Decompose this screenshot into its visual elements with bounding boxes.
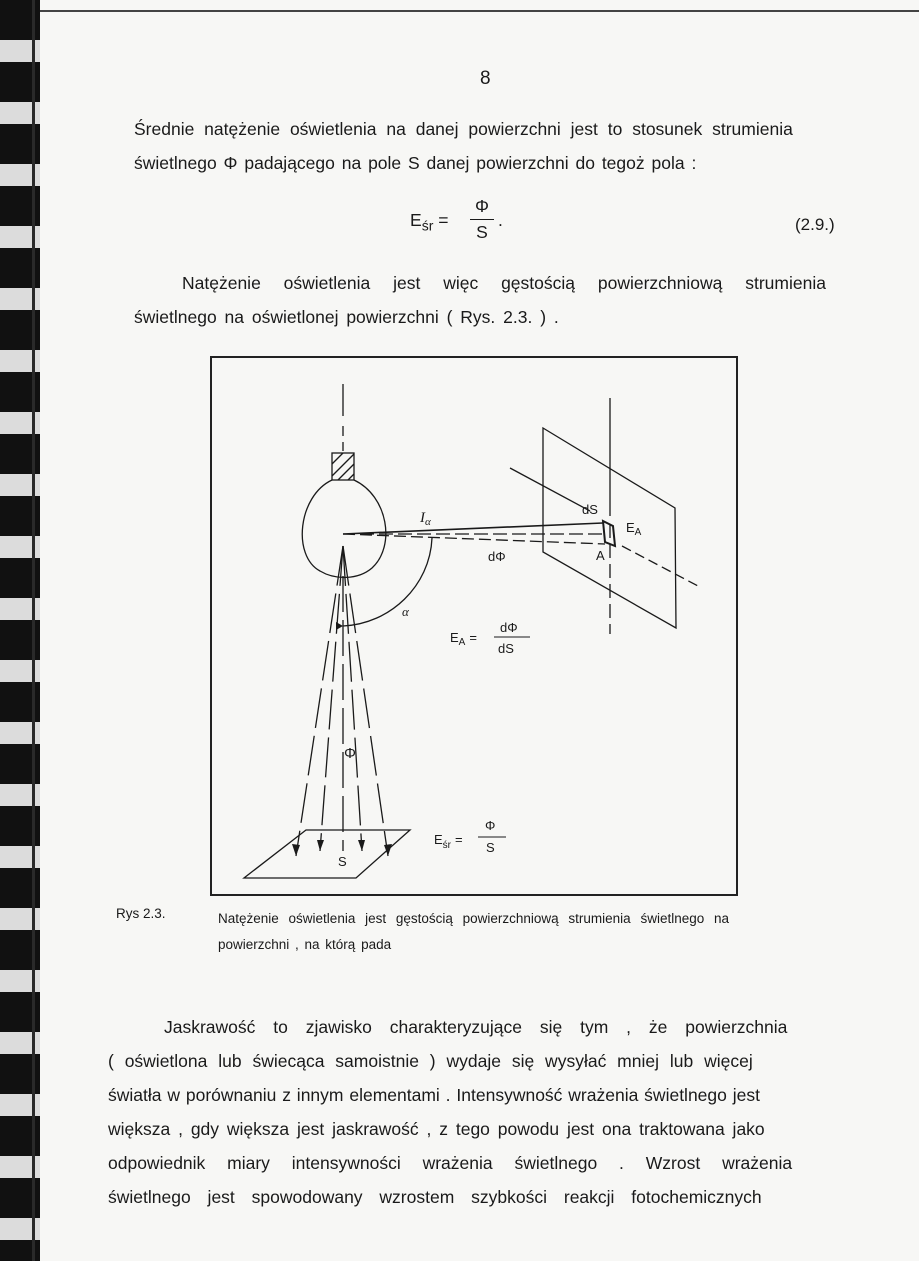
ray-lower [343,534,605,544]
svg-text:dS: dS [498,641,514,656]
label-ea: $E_A$ [626,520,642,538]
label-alpha: α [402,604,409,619]
equation-ea [450,620,530,656]
caption-line: powierzchni , na którą pada [218,937,392,952]
illumination-diagram [210,356,738,896]
paragraph-1-line: Średnie natężenie oświetlenia na danej powierzchni jest to stosunek strumienia [134,119,793,139]
cone-right-outer [343,546,388,856]
svg-text:EA=: $E_A$ = [450,630,477,648]
paragraph-2-line: świetlnego na oświetlonej powierzchni ( Rys. 2.3. ) . [134,307,559,327]
paragraph-3 [108,1010,828,1214]
caption-line: Natężenie oświetlenia jest gęstością powierzchniową strumienia świetlnego na [218,911,729,926]
cone-right-inner [343,546,362,851]
formula-fraction [470,196,494,243]
label-point-a: A [596,548,605,563]
paragraph-3-line: Jaskrawość to zjawisko charakteryzujące się tym , że powierzchnia [164,1017,788,1037]
paragraph-1-line: świetlnego Φ padającego na pole S danej powierzchni do tegoż pola : [134,153,697,173]
formula-numerator: Φ [475,196,489,216]
formula-lhs: $E_{śr}$ = [410,210,449,234]
svg-text:Eśr=: $E_{śr}$ = [434,832,463,851]
paragraph-3-line: świetlnego jest spowodowany wzrostem szybkości reakcji fotochemicznych [108,1187,762,1207]
label-s: S [338,854,347,869]
cone-left-outer [296,546,343,856]
arrow-heads [292,622,392,856]
svg-text:dΦ: dΦ [500,620,518,635]
binding-edge [32,0,35,1261]
paragraph-3-line: odpowiednik miary intensywności wrażenia świetlnego . Wzrost wrażenia [108,1153,793,1173]
equation-esr [434,818,506,855]
caption-label: Rys 2.3. [116,906,166,921]
angle-arc [343,538,432,626]
label-phi: Φ [344,745,356,762]
formula-denominator: S [476,222,488,242]
paragraph-2 [134,266,838,334]
ray-upper [343,523,603,534]
label-dphi: dΦ [488,549,506,564]
svg-text:S: S [486,840,495,855]
paragraph-3-line: większa , gdy większa jest jaskrawość , z tego powodu jest ona traktowana jako [108,1119,765,1139]
paragraph-1 [134,112,838,180]
equation-number: (2.9.) [795,215,835,234]
caption-text [218,906,818,958]
page-number: 8 [480,68,491,89]
ds-patch [603,521,615,546]
label-ds: dS [582,502,598,517]
paragraph-2-line: Natężenie oświetlenia jest więc gęstością powierzchniową strumienia [182,273,826,293]
label-intensity: $I_\alpha$ [420,510,431,528]
top-rule [40,10,919,12]
fraction-bar [470,219,494,220]
normal-line-dashed [622,546,698,586]
paragraph-3-line: światła w porównaniu z innym elementami . Intensywność wrażenia świetlnego jest [108,1085,760,1105]
formula-trailing: . [498,210,503,230]
normal-line [510,468,590,511]
paragraph-3-line: ( oświetlona lub świecąca samoistnie ) wydaje się wysyłać mniej lub więcej [108,1051,753,1071]
cone-left-inner [320,546,343,851]
svg-text:Φ: Φ [485,818,496,833]
